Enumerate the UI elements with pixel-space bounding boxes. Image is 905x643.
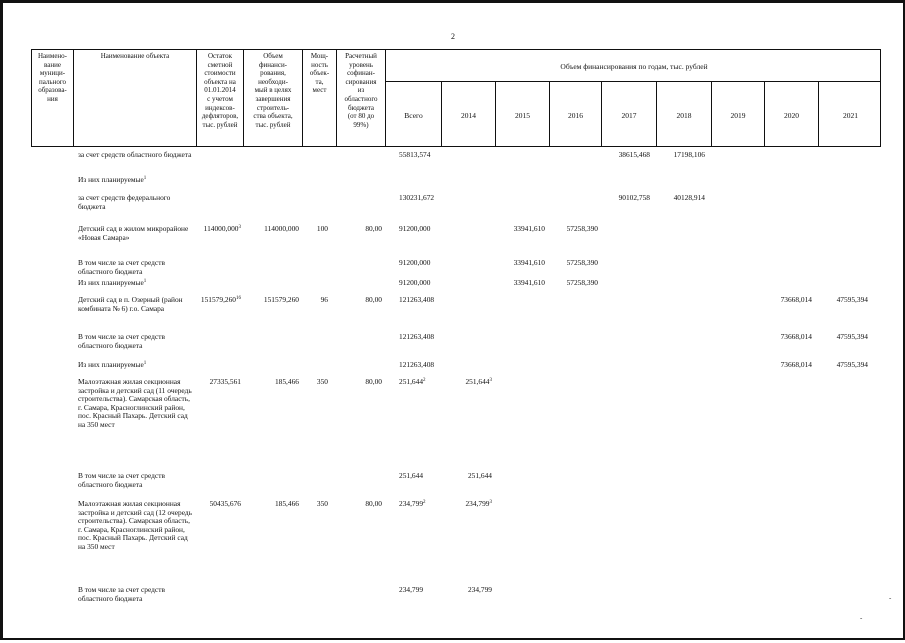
row-value-total: 91200,000 [399,258,431,267]
row-object-name: за счет средств федерального бюджета [78,193,171,211]
row-value-y2014: 251,644$^3$ [465,377,492,386]
row-value-level: 80,00 [365,224,382,233]
row-value-y2018: 17198,106 [673,150,705,159]
header-municipality: Наимено- вание муници- пального образова- ния [37,52,68,103]
header-financing-title: Объем финансирования по годам, тыс. рублей [560,62,708,71]
row-object-name: Детский сад в п. Озерный (район комбината № 6) г.о. Самара [78,295,183,313]
row-value-capacity: 100 [316,224,328,233]
row-value-y2016: 57258,390 [566,258,598,267]
row-value-y2017: 38615,468 [618,150,650,159]
header-year-2019: 2019 [730,111,746,120]
row-object-name: В том числе за счет средств областного бюджета [78,332,165,350]
row-value-y2016: 57258,390 [566,278,598,287]
row-value-total: 121263,408 [399,332,435,341]
row-value-y2018: 40128,914 [673,193,705,202]
header-year-2015: 2015 [515,111,530,120]
row-value-total: 251,644 [399,471,424,480]
row-value-remaining: 27335,561 [209,377,241,386]
row-value-capacity: 350 [316,377,328,386]
row-value-volume: 185,466 [274,499,299,508]
row-value-y2020: 73668,014 [780,360,812,369]
row-value-level: 80,00 [365,377,382,386]
row-value-volume: 151579,260 [263,295,299,304]
row-object-name: В том числе за счет средств областного бюджета [78,258,165,276]
row-value-remaining: 151579,260$^{16}$ [200,295,241,304]
table-body [3,3,905,643]
row-value-capacity: 96 [320,295,328,304]
header-year-2018: 2018 [676,111,692,120]
row-object-name: Малоэтажная жилая секционная застройка и детский сад (12 очередь строительства). Самарская область, г. Самара, Красноглинский район, пос. Красный Пахарь. Детский сад на 350 мест [78,499,193,551]
row-value-y2020: 73668,014 [780,332,812,341]
row-value-level: 80,00 [365,499,382,508]
row-value-total: 55813,574 [399,150,431,159]
row-value-y2014: 234,799$^3$ [465,499,492,508]
row-value-remaining: 50435,676 [209,499,241,508]
header-capacity: Мощ- ность объек- та, мест [309,52,330,95]
row-object-name: Детский сад в жилом микрорайоне «Новая Самара» [78,224,189,242]
row-value-y2021: 47595,394 [836,332,868,341]
row-value-y2014: 251,644 [467,471,492,480]
row-value-total: 234,799 [399,585,424,594]
row-object-name: Малоэтажная жилая секционная застройка и детский сад (11 очередь строительства). Самарская область, г. Самара, Красноглинский район, пос. Красный Пахарь. Детский сад на 350 мест [78,377,192,429]
row-value-y2020: 73668,014 [780,295,812,304]
row-value-total: 234,799$^2$ [399,499,426,508]
row-value-level: 80,00 [365,295,382,304]
row-value-total: 251,644$^2$ [399,377,426,386]
row-object-name: за счет средств областного бюджета [78,150,192,159]
header-year-2014: 2014 [461,111,476,120]
row-value-y2015: 33941,610 [513,224,545,233]
header-year-2017: 2017 [621,111,637,120]
row-value-remaining: 114000,000$^3$ [203,224,241,233]
row-value-volume: 185,466 [274,377,299,386]
row-value-total: 121263,408 [399,360,435,369]
row-value-total: 91200,000 [399,278,431,287]
row-value-total: 130231,672 [399,193,435,202]
row-object-name: Из них планируемые$^1$ [78,175,147,184]
header-year-2016: 2016 [568,111,583,120]
document-page: 2 Наимено- вание муници- пального образова- ния Наименование объекта Остаток сметной стоимости объекта на 01.01.2014 с учетом индексов- дефляторов, тыс. рублей Объем финанси- рования, необходи- мый в целях завершения строитель- ства объекта, тыс. рублей Мощ- ность объек- та, мест Расчетный уровень софинан- сирования из областного бюджета (от 80 до 99%) Объем финансирования по годам, тыс. рублей Всего 2014 2015 2016 2017 2018 2019 2020 2021 за счет средств областного бюджета 55813,574 38615,468 17198,106 Из них планируемые$^1$ за счет средств федерального бюджета 130231,672 90102,758 40128,914 Детский сад в жилом микрорайоне «Новая Самара» 114000,000$^3$ 114000,000 100 80,00 91200,000 33941,610 57258,390 В том числе за счет средств областного бюджета 91200,000 33941,610 57258,390 Из них планируемые$^1$ 91200,000 33941,610 57258,390 Детский сад в п. Озерный (район комбината № 6) г.о. Самара 151579,260$^{16}$ 151579,260 96 80,00 121263,408 73668,014 47595,394 В том числе за счет средств областного бюджета 121263,408 73668,014 47595,394 Из них планируемые$^1$ 121263,408 73668,014 47595,394 Малоэтажная жилая секционная застройка и детский сад (11 очередь строительства). Самарская область, г. Самара, Красноглинский район, пос. Красный Пахарь. Детский сад на 350 мест 27335,561 185,466 350 80,00 251,644$^2$ 251,644$^3$ В том числе за счет средств областного бюджета 251,644 251,644 Малоэтажная жилая секционная застройка и детский сад (12 очередь строительства). Самарская область, г. Самара, Красноглинский район, пос. Красный Пахарь. Детский сад на 350 мест 50435,676 185,466 350 80,00 234,799$^2$ 234,799$^3$ В том числе за счет средств областного бюджета 234,799 234,799 - - [0,0,905,640]
row-value-y2021: 47595,394 [836,295,868,304]
row-value-volume: 114000,000 [264,224,299,233]
header-cofinancing-level: Расчетный уровень софинан- сирования из областного бюджета (от 80 до 99%) [344,52,378,129]
row-object-name: В том числе за счет средств областного бюджета [78,471,165,489]
header-remaining: Остаток сметной стоимости объекта на 01.01.2014 с учетом индексов- дефляторов, тыс. рублей [201,52,239,129]
row-value-y2021: 47595,394 [836,360,868,369]
header-volume: Объем финанси- рования, необходи- мый в целях завершения строитель- ства объекта, тыс. рублей [253,52,293,129]
header-year-2021: 2021 [843,111,858,120]
row-value-total: 121263,408 [399,295,435,304]
row-object-name: Из них планируемые$^1$ [78,360,147,369]
row-value-y2016: 57258,390 [566,224,598,233]
page-number: 2 [451,32,455,41]
row-object-name: В том числе за счет средств областного бюджета [78,585,165,603]
row-value-capacity: 350 [316,499,328,508]
row-value-y2015: 33941,610 [513,258,545,267]
row-value-total: 91200,000 [399,224,431,233]
header-year-2020: 2020 [784,111,799,120]
row-object-name: Из них планируемые$^1$ [78,278,147,287]
row-value-y2015: 33941,610 [513,278,545,287]
row-value-y2017: 90102,758 [618,193,650,202]
row-value-y2014: 234,799 [467,585,492,594]
header-object: Наименование объекта [100,52,170,60]
header-total: Всего [404,111,423,120]
